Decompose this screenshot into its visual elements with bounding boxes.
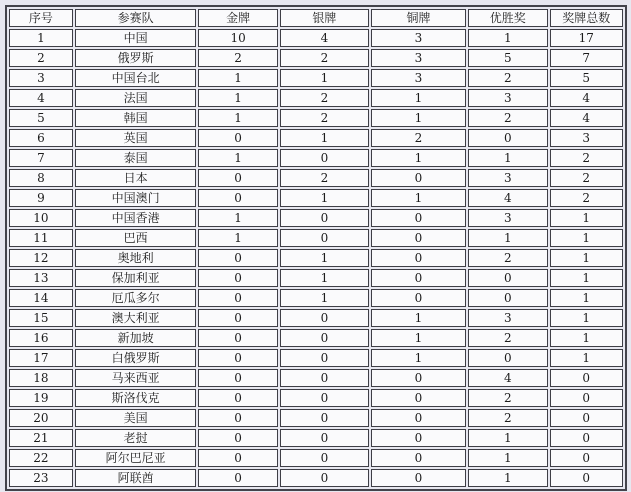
table-row: [9, 89, 623, 107]
cell-merit-award: 2: [468, 249, 547, 267]
cell-bronze: 0: [371, 229, 466, 247]
cell-gold: 0: [198, 269, 277, 287]
cell-bronze: 0: [371, 429, 466, 447]
cell-rank: 13: [9, 269, 73, 287]
cell-bronze: 1: [371, 109, 466, 127]
cell-gold: 0: [198, 469, 277, 487]
cell-silver: 0: [280, 349, 369, 367]
cell-gold: 0: [198, 389, 277, 407]
cell-total-medals: 17: [550, 29, 624, 47]
cell-team: 白俄罗斯: [75, 349, 197, 367]
cell-silver: 0: [280, 389, 369, 407]
header-bronze: 铜牌: [371, 9, 466, 27]
cell-total-medals: 1: [550, 209, 624, 227]
table-row: [9, 389, 623, 407]
cell-merit-award: 2: [468, 109, 547, 127]
cell-bronze: 0: [371, 409, 466, 427]
cell-team: 阿联酋: [75, 469, 197, 487]
cell-rank: 4: [9, 89, 73, 107]
cell-rank: 20: [9, 409, 73, 427]
table-row: [9, 449, 623, 467]
table-row: [9, 69, 623, 87]
cell-total-medals: 1: [550, 249, 624, 267]
cell-team: 新加坡: [75, 329, 197, 347]
cell-gold: 1: [198, 209, 277, 227]
cell-silver: 0: [280, 409, 369, 427]
cell-merit-award: 1: [468, 29, 547, 47]
cell-team: 韩国: [75, 109, 197, 127]
cell-merit-award: 2: [468, 389, 547, 407]
cell-team: 澳大利亚: [75, 309, 197, 327]
cell-gold: 0: [198, 409, 277, 427]
cell-silver: 0: [280, 329, 369, 347]
cell-bronze: 0: [371, 269, 466, 287]
cell-rank: 18: [9, 369, 73, 387]
cell-team: 老挝: [75, 429, 197, 447]
cell-merit-award: 1: [468, 149, 547, 167]
cell-rank: 22: [9, 449, 73, 467]
cell-bronze: 1: [371, 149, 466, 167]
table-row: [9, 469, 623, 487]
cell-bronze: 0: [371, 449, 466, 467]
cell-silver: 1: [280, 69, 369, 87]
cell-silver: 1: [280, 289, 369, 307]
cell-team: 英国: [75, 129, 197, 147]
cell-bronze: 0: [371, 469, 466, 487]
cell-gold: 1: [198, 69, 277, 87]
cell-total-medals: 3: [550, 129, 624, 147]
table-row: [9, 129, 623, 147]
cell-total-medals: 1: [550, 349, 624, 367]
cell-rank: 11: [9, 229, 73, 247]
cell-total-medals: 0: [550, 389, 624, 407]
cell-merit-award: 0: [468, 269, 547, 287]
cell-merit-award: 0: [468, 349, 547, 367]
cell-total-medals: 0: [550, 469, 624, 487]
cell-team: 斯洛伐克: [75, 389, 197, 407]
table-row: [9, 329, 623, 347]
cell-silver: 2: [280, 89, 369, 107]
cell-team: 阿尔巴尼亚: [75, 449, 197, 467]
cell-rank: 19: [9, 389, 73, 407]
cell-silver: 0: [280, 149, 369, 167]
cell-merit-award: 3: [468, 89, 547, 107]
cell-merit-award: 5: [468, 49, 547, 67]
cell-team: 美国: [75, 409, 197, 427]
header-silver: 银牌: [280, 9, 369, 27]
cell-bronze: 2: [371, 129, 466, 147]
cell-total-medals: 4: [550, 89, 624, 107]
table-body: [9, 29, 623, 487]
cell-bronze: 0: [371, 389, 466, 407]
cell-bronze: 0: [371, 289, 466, 307]
cell-total-medals: 2: [550, 149, 624, 167]
cell-gold: 0: [198, 129, 277, 147]
cell-team: 中国澳门: [75, 189, 197, 207]
cell-rank: 16: [9, 329, 73, 347]
header-total-medals: 奖牌总数: [550, 9, 624, 27]
cell-total-medals: 0: [550, 449, 624, 467]
table-row: [9, 409, 623, 427]
cell-rank: 23: [9, 469, 73, 487]
table-row: [9, 169, 623, 187]
cell-rank: 1: [9, 29, 73, 47]
cell-merit-award: 4: [468, 369, 547, 387]
table-row: [9, 349, 623, 367]
cell-total-medals: 2: [550, 189, 624, 207]
cell-merit-award: 1: [468, 449, 547, 467]
cell-team: 中国台北: [75, 69, 197, 87]
cell-gold: 0: [198, 449, 277, 467]
cell-team: 保加利亚: [75, 269, 197, 287]
cell-bronze: 3: [371, 69, 466, 87]
cell-merit-award: 2: [468, 329, 547, 347]
cell-total-medals: 1: [550, 269, 624, 287]
cell-merit-award: 1: [468, 429, 547, 447]
cell-merit-award: 2: [468, 409, 547, 427]
cell-silver: 1: [280, 129, 369, 147]
cell-total-medals: 1: [550, 329, 624, 347]
table-row: [9, 289, 623, 307]
table-row: [9, 29, 623, 47]
cell-merit-award: 3: [468, 209, 547, 227]
table-row: [9, 189, 623, 207]
cell-bronze: 3: [371, 49, 466, 67]
cell-rank: 21: [9, 429, 73, 447]
cell-total-medals: 0: [550, 429, 624, 447]
cell-total-medals: 4: [550, 109, 624, 127]
cell-merit-award: 1: [468, 229, 547, 247]
cell-silver: 0: [280, 429, 369, 447]
cell-silver: 0: [280, 369, 369, 387]
table-row: [9, 369, 623, 387]
cell-gold: 1: [198, 109, 277, 127]
cell-team: 奥地利: [75, 249, 197, 267]
cell-total-medals: 1: [550, 289, 624, 307]
cell-bronze: 0: [371, 249, 466, 267]
cell-silver: 0: [280, 449, 369, 467]
cell-silver: 0: [280, 309, 369, 327]
cell-silver: 2: [280, 49, 369, 67]
cell-merit-award: 0: [468, 289, 547, 307]
cell-gold: 1: [198, 229, 277, 247]
cell-total-medals: 2: [550, 169, 624, 187]
cell-merit-award: 4: [468, 189, 547, 207]
cell-silver: 2: [280, 169, 369, 187]
cell-bronze: 1: [371, 349, 466, 367]
cell-gold: 10: [198, 29, 277, 47]
cell-rank: 15: [9, 309, 73, 327]
cell-bronze: 1: [371, 189, 466, 207]
cell-silver: 0: [280, 229, 369, 247]
cell-total-medals: 0: [550, 369, 624, 387]
cell-team: 厄瓜多尔: [75, 289, 197, 307]
cell-team: 巴西: [75, 229, 197, 247]
cell-rank: 14: [9, 289, 73, 307]
cell-silver: 1: [280, 249, 369, 267]
header-team: 参赛队: [75, 9, 197, 27]
cell-rank: 17: [9, 349, 73, 367]
header-rank: 序号: [9, 9, 73, 27]
cell-rank: 12: [9, 249, 73, 267]
cell-bronze: 0: [371, 169, 466, 187]
table-row: [9, 429, 623, 447]
cell-silver: 0: [280, 209, 369, 227]
cell-gold: 2: [198, 49, 277, 67]
cell-team: 泰国: [75, 149, 197, 167]
cell-rank: 9: [9, 189, 73, 207]
cell-gold: 0: [198, 369, 277, 387]
cell-gold: 0: [198, 169, 277, 187]
cell-rank: 5: [9, 109, 73, 127]
table-row: [9, 309, 623, 327]
cell-total-medals: 5: [550, 69, 624, 87]
cell-gold: 0: [198, 429, 277, 447]
header-merit-award: 优胜奖: [468, 9, 547, 27]
cell-bronze: 0: [371, 369, 466, 387]
table-row: [9, 249, 623, 267]
cell-gold: 1: [198, 149, 277, 167]
cell-rank: 8: [9, 169, 73, 187]
cell-bronze: 3: [371, 29, 466, 47]
cell-silver: 1: [280, 189, 369, 207]
cell-rank: 7: [9, 149, 73, 167]
cell-silver: 2: [280, 109, 369, 127]
cell-team: 俄罗斯: [75, 49, 197, 67]
cell-total-medals: 1: [550, 229, 624, 247]
table-row: [9, 109, 623, 127]
table-header-row: [9, 9, 623, 27]
table-row: [9, 49, 623, 67]
cell-team: 中国: [75, 29, 197, 47]
cell-gold: 0: [198, 249, 277, 267]
cell-team: 法国: [75, 89, 197, 107]
header-gold: 金牌: [198, 9, 277, 27]
cell-team: 日本: [75, 169, 197, 187]
cell-rank: 6: [9, 129, 73, 147]
table-row: [9, 269, 623, 287]
cell-merit-award: 1: [468, 469, 547, 487]
cell-bronze: 1: [371, 329, 466, 347]
cell-silver: 4: [280, 29, 369, 47]
cell-merit-award: 2: [468, 69, 547, 87]
cell-bronze: 0: [371, 209, 466, 227]
cell-bronze: 1: [371, 89, 466, 107]
cell-merit-award: 3: [468, 169, 547, 187]
cell-bronze: 1: [371, 309, 466, 327]
table-row: [9, 229, 623, 247]
cell-merit-award: 3: [468, 309, 547, 327]
cell-rank: 3: [9, 69, 73, 87]
cell-silver: 0: [280, 469, 369, 487]
cell-total-medals: 7: [550, 49, 624, 67]
table-row: [9, 209, 623, 227]
table-row: [9, 149, 623, 167]
cell-merit-award: 0: [468, 129, 547, 147]
cell-total-medals: 1: [550, 309, 624, 327]
cell-rank: 2: [9, 49, 73, 67]
cell-team: 马来西亚: [75, 369, 197, 387]
cell-gold: 0: [198, 309, 277, 327]
cell-gold: 1: [198, 89, 277, 107]
cell-total-medals: 0: [550, 409, 624, 427]
cell-gold: 0: [198, 289, 277, 307]
cell-silver: 1: [280, 269, 369, 287]
cell-gold: 0: [198, 349, 277, 367]
cell-gold: 0: [198, 189, 277, 207]
cell-team: 中国香港: [75, 209, 197, 227]
medal-standings-table: [5, 5, 627, 491]
cell-rank: 10: [9, 209, 73, 227]
cell-gold: 0: [198, 329, 277, 347]
